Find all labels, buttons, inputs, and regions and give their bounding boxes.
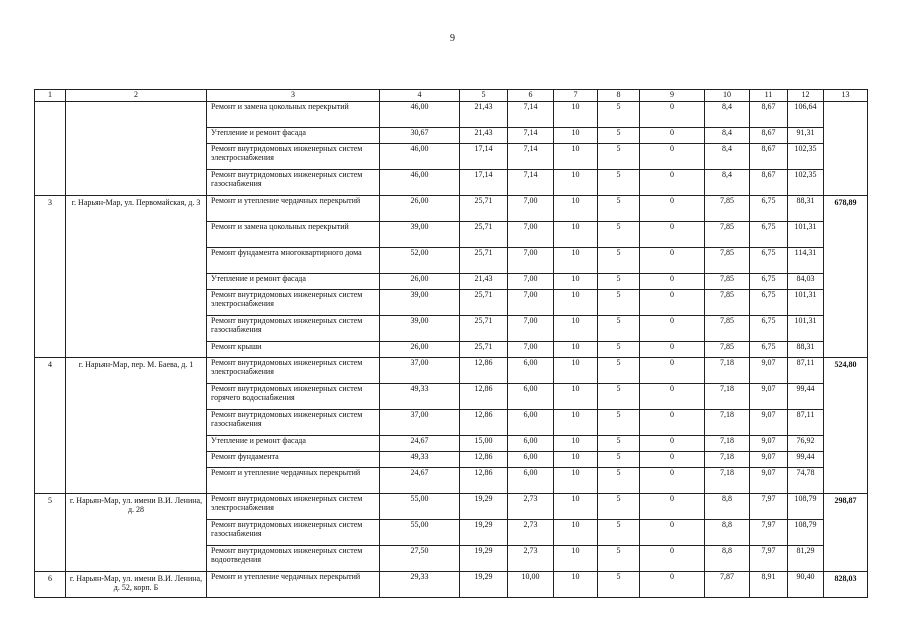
value-cell: 26,00 <box>380 342 460 358</box>
value-cell: 90,40 <box>788 572 824 598</box>
work-type-cell: Ремонт внутридомовых инженерных систем электроснабжения <box>207 494 380 520</box>
value-cell: 5 <box>598 222 640 248</box>
value-cell: 10 <box>554 274 598 290</box>
row-number-cell: 3 <box>35 196 66 358</box>
total-cell <box>824 102 868 196</box>
value-cell: 108,79 <box>788 520 824 546</box>
value-cell: 21,43 <box>460 128 508 144</box>
value-cell: 6,75 <box>750 274 788 290</box>
value-cell: 0 <box>640 342 705 358</box>
value-cell: 0 <box>640 128 705 144</box>
column-header: 8 <box>598 90 640 102</box>
value-cell: 5 <box>598 290 640 316</box>
column-header: 3 <box>207 90 380 102</box>
value-cell: 8,67 <box>750 144 788 170</box>
value-cell: 6,00 <box>508 358 554 384</box>
value-cell: 10 <box>554 222 598 248</box>
address-cell: г. Нарьян-Мар, пер. М. Баева, д. 1 <box>66 358 207 494</box>
value-cell: 5 <box>598 572 640 598</box>
work-type-cell: Ремонт и замена цокольных перекрытий <box>207 222 380 248</box>
total-cell: 678,89 <box>824 196 868 358</box>
value-cell: 74,78 <box>788 468 824 494</box>
value-cell: 10 <box>554 144 598 170</box>
value-cell: 26,00 <box>380 274 460 290</box>
work-type-cell: Ремонт внутридомовых инженерных систем водоотведения <box>207 546 380 572</box>
value-cell: 0 <box>640 290 705 316</box>
value-cell: 7,18 <box>705 358 750 384</box>
value-cell: 12,86 <box>460 384 508 410</box>
value-cell: 7,14 <box>508 170 554 196</box>
value-cell: 9,07 <box>750 358 788 384</box>
value-cell: 91,31 <box>788 128 824 144</box>
value-cell: 99,44 <box>788 384 824 410</box>
value-cell: 21,43 <box>460 102 508 128</box>
work-type-cell: Утепление и ремонт фасада <box>207 128 380 144</box>
total-cell: 298,87 <box>824 494 868 572</box>
value-cell: 88,31 <box>788 196 824 222</box>
value-cell: 5 <box>598 170 640 196</box>
value-cell: 52,00 <box>380 248 460 274</box>
value-cell: 12,86 <box>460 358 508 384</box>
value-cell: 46,00 <box>380 102 460 128</box>
value-cell: 2,73 <box>508 494 554 520</box>
address-cell <box>66 102 207 196</box>
column-header: 6 <box>508 90 554 102</box>
value-cell: 55,00 <box>380 520 460 546</box>
value-cell: 24,67 <box>380 468 460 494</box>
column-header: 11 <box>750 90 788 102</box>
value-cell: 0 <box>640 222 705 248</box>
work-type-cell: Ремонт внутридомовых инженерных систем газоснабжения <box>207 410 380 436</box>
value-cell: 7,97 <box>750 494 788 520</box>
address-cell: г. Нарьян-Мар, ул. имени В.И. Ленина, д. 28 <box>66 494 207 572</box>
value-cell: 25,71 <box>460 290 508 316</box>
value-cell: 102,35 <box>788 170 824 196</box>
value-cell: 102,35 <box>788 144 824 170</box>
value-cell: 6,00 <box>508 468 554 494</box>
value-cell: 87,11 <box>788 410 824 436</box>
value-cell: 5 <box>598 546 640 572</box>
value-cell: 9,07 <box>750 452 788 468</box>
value-cell: 39,00 <box>380 290 460 316</box>
value-cell: 9,07 <box>750 468 788 494</box>
value-cell: 114,31 <box>788 248 824 274</box>
total-cell: 524,80 <box>824 358 868 494</box>
value-cell: 37,00 <box>380 358 460 384</box>
value-cell: 8,91 <box>750 572 788 598</box>
value-cell: 87,11 <box>788 358 824 384</box>
value-cell: 7,18 <box>705 468 750 494</box>
value-cell: 39,00 <box>380 222 460 248</box>
column-header: 2 <box>66 90 207 102</box>
work-type-cell: Ремонт и замена цокольных перекрытий <box>207 102 380 128</box>
value-cell: 2,73 <box>508 520 554 546</box>
column-header: 1 <box>35 90 66 102</box>
value-cell: 7,00 <box>508 290 554 316</box>
total-cell: 828,03 <box>824 572 868 598</box>
row-number-cell: 4 <box>35 358 66 494</box>
value-cell: 101,31 <box>788 290 824 316</box>
work-type-cell: Ремонт фундамента <box>207 452 380 468</box>
value-cell: 7,14 <box>508 102 554 128</box>
value-cell: 17,14 <box>460 144 508 170</box>
value-cell: 0 <box>640 436 705 452</box>
value-cell: 8,4 <box>705 170 750 196</box>
value-cell: 0 <box>640 170 705 196</box>
repair-cost-table <box>34 89 868 598</box>
value-cell: 25,71 <box>460 196 508 222</box>
table-body <box>35 102 868 598</box>
table-row <box>35 102 868 128</box>
value-cell: 10 <box>554 572 598 598</box>
value-cell: 19,29 <box>460 520 508 546</box>
value-cell: 10 <box>554 546 598 572</box>
value-cell: 39,00 <box>380 316 460 342</box>
column-header: 7 <box>554 90 598 102</box>
value-cell: 0 <box>640 452 705 468</box>
value-cell: 5 <box>598 274 640 290</box>
value-cell: 0 <box>640 196 705 222</box>
value-cell: 5 <box>598 196 640 222</box>
value-cell: 7,85 <box>705 274 750 290</box>
value-cell: 10 <box>554 494 598 520</box>
value-cell: 6,00 <box>508 410 554 436</box>
value-cell: 10 <box>554 410 598 436</box>
value-cell: 7,85 <box>705 248 750 274</box>
value-cell: 7,85 <box>705 222 750 248</box>
value-cell: 10 <box>554 170 598 196</box>
value-cell: 25,71 <box>460 316 508 342</box>
value-cell: 6,00 <box>508 436 554 452</box>
value-cell: 12,86 <box>460 452 508 468</box>
value-cell: 10 <box>554 290 598 316</box>
work-type-cell: Ремонт внутридомовых инженерных систем электроснабжения <box>207 144 380 170</box>
value-cell: 8,67 <box>750 102 788 128</box>
value-cell: 6,00 <box>508 452 554 468</box>
value-cell: 5 <box>598 520 640 546</box>
table-row <box>35 494 868 520</box>
value-cell: 0 <box>640 384 705 410</box>
work-type-cell: Ремонт внутридомовых инженерных систем электроснабжения <box>207 290 380 316</box>
value-cell: 10 <box>554 436 598 452</box>
value-cell: 10 <box>554 102 598 128</box>
row-number-cell: 6 <box>35 572 66 598</box>
address-cell: г. Нарьян-Мар, ул. Первомайская, д. 3 <box>66 196 207 358</box>
value-cell: 5 <box>598 452 640 468</box>
value-cell: 10 <box>554 128 598 144</box>
value-cell: 7,18 <box>705 436 750 452</box>
value-cell: 0 <box>640 102 705 128</box>
value-cell: 21,43 <box>460 274 508 290</box>
value-cell: 8,67 <box>750 128 788 144</box>
value-cell: 9,07 <box>750 436 788 452</box>
value-cell: 0 <box>640 520 705 546</box>
value-cell: 7,85 <box>705 290 750 316</box>
value-cell: 106,64 <box>788 102 824 128</box>
value-cell: 8,4 <box>705 144 750 170</box>
work-type-cell: Утепление и ремонт фасада <box>207 274 380 290</box>
value-cell: 19,29 <box>460 546 508 572</box>
value-cell: 5 <box>598 494 640 520</box>
value-cell: 49,33 <box>380 384 460 410</box>
value-cell: 7,00 <box>508 222 554 248</box>
value-cell: 7,85 <box>705 316 750 342</box>
value-cell: 84,03 <box>788 274 824 290</box>
value-cell: 10 <box>554 520 598 546</box>
value-cell: 25,71 <box>460 248 508 274</box>
value-cell: 8,4 <box>705 128 750 144</box>
table-row <box>35 358 868 384</box>
value-cell: 108,79 <box>788 494 824 520</box>
value-cell: 10,00 <box>508 572 554 598</box>
value-cell: 5 <box>598 358 640 384</box>
page-number: 9 <box>450 33 455 44</box>
value-cell: 49,33 <box>380 452 460 468</box>
value-cell: 0 <box>640 410 705 436</box>
value-cell: 0 <box>640 494 705 520</box>
value-cell: 6,75 <box>750 248 788 274</box>
value-cell: 7,00 <box>508 316 554 342</box>
value-cell: 26,00 <box>380 196 460 222</box>
value-cell: 0 <box>640 358 705 384</box>
value-cell: 5 <box>598 384 640 410</box>
value-cell: 10 <box>554 248 598 274</box>
value-cell: 6,75 <box>750 316 788 342</box>
value-cell: 5 <box>598 248 640 274</box>
work-type-cell: Ремонт внутридомовых инженерных систем газоснабжения <box>207 170 380 196</box>
value-cell: 10 <box>554 316 598 342</box>
value-cell: 9,07 <box>750 384 788 410</box>
work-type-cell: Ремонт внутридомовых инженерных систем электроснабжения <box>207 358 380 384</box>
value-cell: 7,00 <box>508 274 554 290</box>
column-header: 5 <box>460 90 508 102</box>
work-type-cell: Ремонт и утепление чердачных перекрытий <box>207 196 380 222</box>
value-cell: 5 <box>598 342 640 358</box>
value-cell: 19,29 <box>460 494 508 520</box>
value-cell: 37,00 <box>380 410 460 436</box>
column-header: 9 <box>640 90 705 102</box>
value-cell: 6,75 <box>750 222 788 248</box>
column-header: 4 <box>380 90 460 102</box>
table-row <box>35 196 868 222</box>
value-cell: 5 <box>598 410 640 436</box>
value-cell: 6,75 <box>750 290 788 316</box>
column-header: 10 <box>705 90 750 102</box>
value-cell: 76,92 <box>788 436 824 452</box>
value-cell: 10 <box>554 384 598 410</box>
work-type-cell: Ремонт крыши <box>207 342 380 358</box>
value-cell: 0 <box>640 468 705 494</box>
value-cell: 17,14 <box>460 170 508 196</box>
row-number-cell <box>35 102 66 196</box>
value-cell: 46,00 <box>380 170 460 196</box>
work-type-cell: Ремонт внутридомовых инженерных систем горячего водоснабжения <box>207 384 380 410</box>
value-cell: 7,18 <box>705 410 750 436</box>
value-cell: 10 <box>554 342 598 358</box>
address-cell: г. Нарьян-Мар, ул. имени В.И. Ленина, д. 52, корп. Б <box>66 572 207 598</box>
value-cell: 30,67 <box>380 128 460 144</box>
value-cell: 12,86 <box>460 410 508 436</box>
value-cell: 7,18 <box>705 384 750 410</box>
value-cell: 46,00 <box>380 144 460 170</box>
value-cell: 6,00 <box>508 384 554 410</box>
value-cell: 101,31 <box>788 316 824 342</box>
value-cell: 7,97 <box>750 520 788 546</box>
value-cell: 7,00 <box>508 196 554 222</box>
column-header: 13 <box>824 90 868 102</box>
value-cell: 15,00 <box>460 436 508 452</box>
row-number-cell: 5 <box>35 494 66 572</box>
value-cell: 8,8 <box>705 520 750 546</box>
work-type-cell: Ремонт фундамента многоквартирного дома <box>207 248 380 274</box>
work-type-cell: Ремонт внутридомовых инженерных систем газоснабжения <box>207 520 380 546</box>
value-cell: 0 <box>640 248 705 274</box>
value-cell: 0 <box>640 572 705 598</box>
value-cell: 7,14 <box>508 144 554 170</box>
value-cell: 25,71 <box>460 342 508 358</box>
value-cell: 5 <box>598 144 640 170</box>
value-cell: 7,14 <box>508 128 554 144</box>
value-cell: 25,71 <box>460 222 508 248</box>
value-cell: 10 <box>554 452 598 468</box>
value-cell: 2,73 <box>508 546 554 572</box>
header-row <box>35 90 868 102</box>
value-cell: 8,8 <box>705 494 750 520</box>
value-cell: 7,18 <box>705 452 750 468</box>
value-cell: 7,00 <box>508 248 554 274</box>
value-cell: 7,87 <box>705 572 750 598</box>
value-cell: 6,75 <box>750 342 788 358</box>
value-cell: 8,4 <box>705 102 750 128</box>
value-cell: 10 <box>554 196 598 222</box>
work-type-cell: Ремонт внутридомовых инженерных систем газоснабжения <box>207 316 380 342</box>
value-cell: 7,85 <box>705 342 750 358</box>
value-cell: 19,29 <box>460 572 508 598</box>
value-cell: 5 <box>598 468 640 494</box>
value-cell: 10 <box>554 468 598 494</box>
value-cell: 5 <box>598 436 640 452</box>
value-cell: 9,07 <box>750 410 788 436</box>
value-cell: 5 <box>598 102 640 128</box>
value-cell: 0 <box>640 546 705 572</box>
table-row <box>35 572 868 598</box>
value-cell: 10 <box>554 358 598 384</box>
value-cell: 55,00 <box>380 494 460 520</box>
value-cell: 8,67 <box>750 170 788 196</box>
value-cell: 5 <box>598 316 640 342</box>
value-cell: 12,86 <box>460 468 508 494</box>
value-cell: 6,75 <box>750 196 788 222</box>
work-type-cell: Утепление и ремонт фасада <box>207 436 380 452</box>
value-cell: 7,85 <box>705 196 750 222</box>
value-cell: 8,8 <box>705 546 750 572</box>
value-cell: 0 <box>640 316 705 342</box>
value-cell: 29,33 <box>380 572 460 598</box>
value-cell: 24,67 <box>380 436 460 452</box>
value-cell: 99,44 <box>788 452 824 468</box>
work-type-cell: Ремонт и утепление чердачных перекрытий <box>207 572 380 598</box>
value-cell: 0 <box>640 144 705 170</box>
work-type-cell: Ремонт и утепление чердачных перекрытий <box>207 468 380 494</box>
value-cell: 5 <box>598 128 640 144</box>
column-header: 12 <box>788 90 824 102</box>
value-cell: 101,31 <box>788 222 824 248</box>
value-cell: 27,50 <box>380 546 460 572</box>
value-cell: 7,97 <box>750 546 788 572</box>
value-cell: 7,00 <box>508 342 554 358</box>
value-cell: 88,31 <box>788 342 824 358</box>
value-cell: 81,29 <box>788 546 824 572</box>
value-cell: 0 <box>640 274 705 290</box>
